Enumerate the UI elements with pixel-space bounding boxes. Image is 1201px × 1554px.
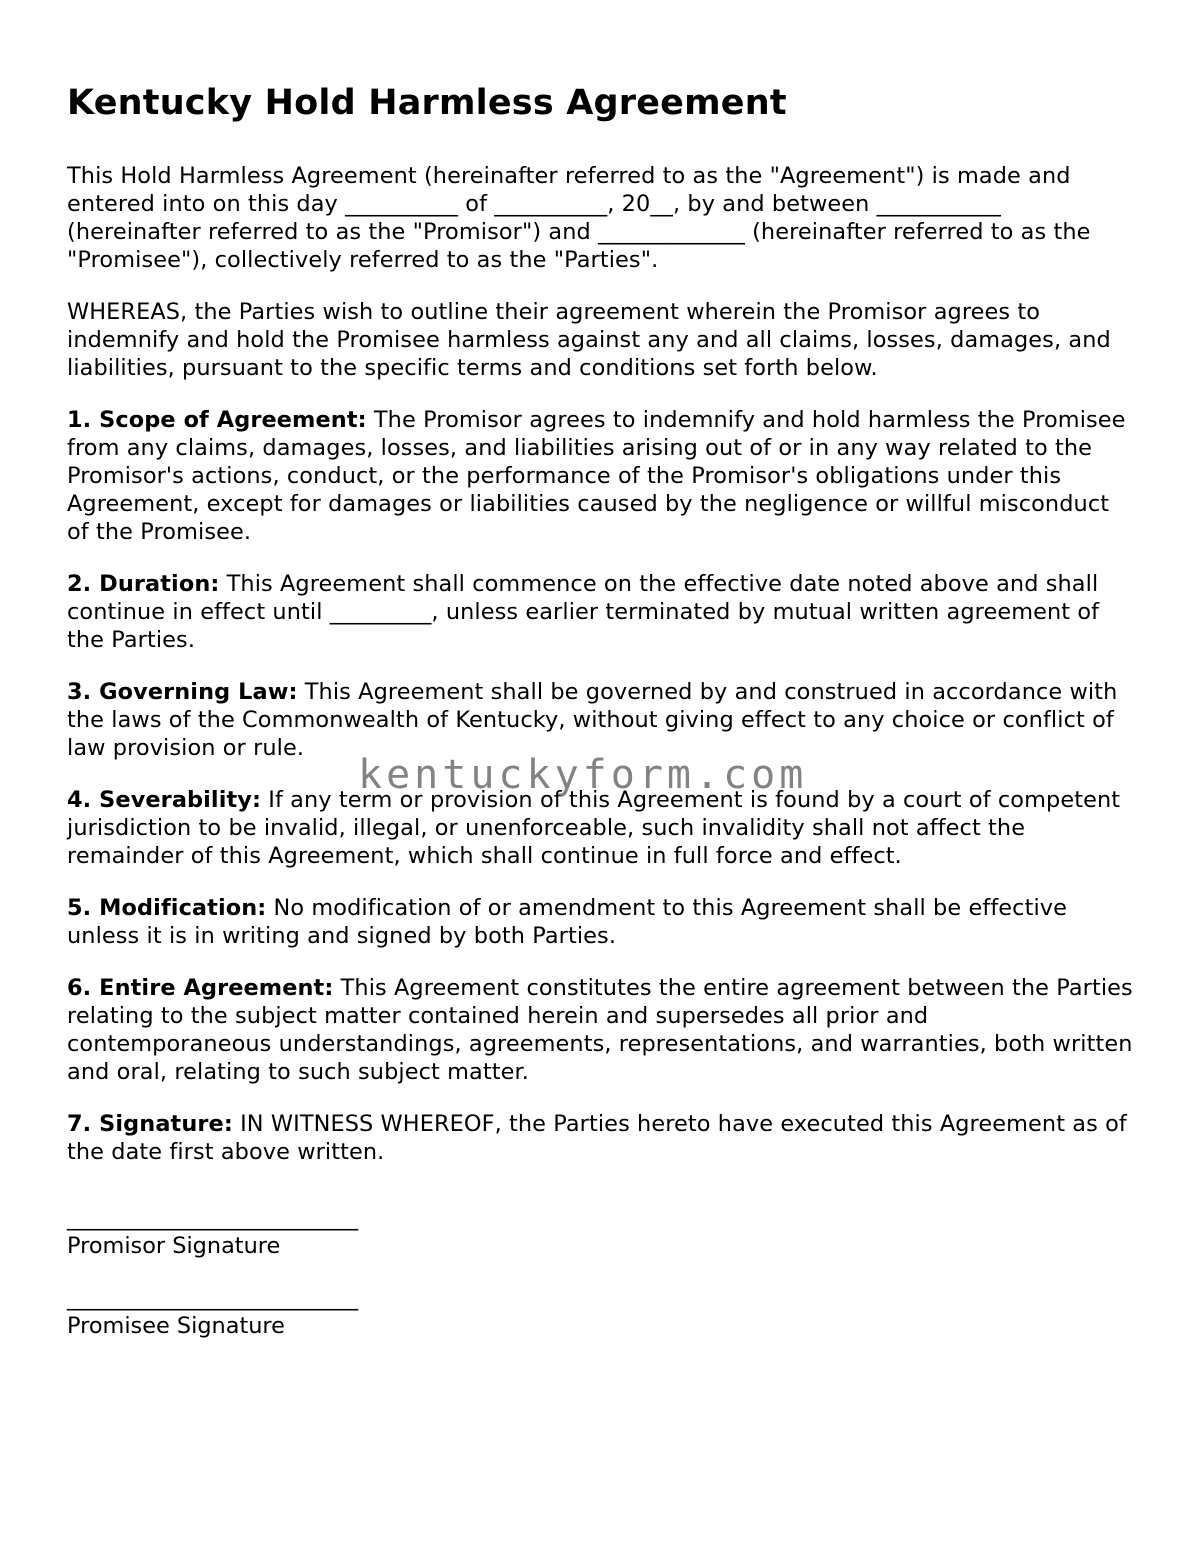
section-text: The Promisor agrees to indemnify and hold harmless the Promisee from any claims, damages, losses, and liabilities arising out of or in any way related to the Promisor's actions, conduct, or the performance of the Promisor's obligations under this Agreement, except for damages or liabilities caused by the negligence or willful misconduct of the Promisee. (67, 407, 1126, 545)
section-severability (67, 786, 1137, 870)
section-modification (67, 894, 1137, 950)
promisee-signature-block (67, 1284, 1137, 1340)
section-heading: 5. Modification: (67, 895, 267, 921)
signature-line: __________________________ (67, 1285, 359, 1311)
watermark: kentuckyform.com (358, 752, 808, 798)
section-governing-law (67, 678, 1137, 762)
section-signature (67, 1110, 1137, 1166)
section-heading: 3. Governing Law: (67, 679, 298, 705)
section-text: If any term or provision of this Agreement is found by a court of competent jurisdiction to be invalid, illegal, or unenforceable, such invalidity shall not affect the remainder of this Agreement, which shall continue in full force and effect. (67, 787, 1121, 869)
section-scope (67, 406, 1137, 546)
signature-label: Promisee Signature (67, 1313, 285, 1339)
signature-label: Promisor Signature (67, 1233, 281, 1259)
section-heading: 2. Duration: (67, 571, 220, 597)
promisor-signature-block (67, 1204, 1137, 1260)
whereas-paragraph: WHEREAS, the Parties wish to outline their agreement wherein the Promisor agrees to indemnify and hold the Promisee harmless against any and all claims, losses, damages, and liabilities, pursuant to the specific terms and conditions set forth below. (67, 299, 1111, 381)
section-text: No modification of or amendment to this Agreement shall be effective unless it is in writing and signed by both Parties. (67, 895, 1068, 949)
section-entire-agreement (67, 974, 1137, 1086)
document-title: Kentucky Hold Harmless Agreement (67, 83, 787, 123)
section-text: IN WITNESS WHEREOF, the Parties hereto have executed this Agreement as of the date first above written. (67, 1111, 1127, 1165)
section-heading: 1. Scope of Agreement: (67, 407, 367, 433)
section-duration (67, 570, 1137, 654)
document-page (67, 80, 1137, 1364)
section-text: This Agreement shall commence on the effective date noted above and shall continue in effect until _________, unless earlier terminated by mutual written agreement of the Parties. (67, 571, 1100, 653)
intro-paragraph: This Hold Harmless Agreement (hereinafter referred to as the "Agreement") is made and entered into on this day __________ of __________, 20__, by and between ___________ (hereinafter referred to as the "Promisor") and _____________ (hereinafter referred to as the "Promisee"), collectively referred to as the "Parties". (67, 163, 1091, 273)
section-heading: 4. Severability: (67, 787, 262, 813)
section-heading: 6. Entire Agreement: (67, 975, 334, 1001)
signature-line: __________________________ (67, 1205, 359, 1231)
section-text: This Agreement constitutes the entire agreement between the Parties relating to the subject matter contained herein and supersedes all prior and contemporaneous understandings, agreements, representations, and warranties, both written and oral, relating to such subject matter. (67, 975, 1133, 1085)
signature-area (67, 1204, 1137, 1340)
section-heading: 7. Signature: (67, 1111, 233, 1137)
section-text: This Agreement shall be governed by and construed in accordance with the laws of the Commonwealth of Kentucky, without giving effect to any choice or conflict of law provision or rule. (67, 679, 1118, 761)
